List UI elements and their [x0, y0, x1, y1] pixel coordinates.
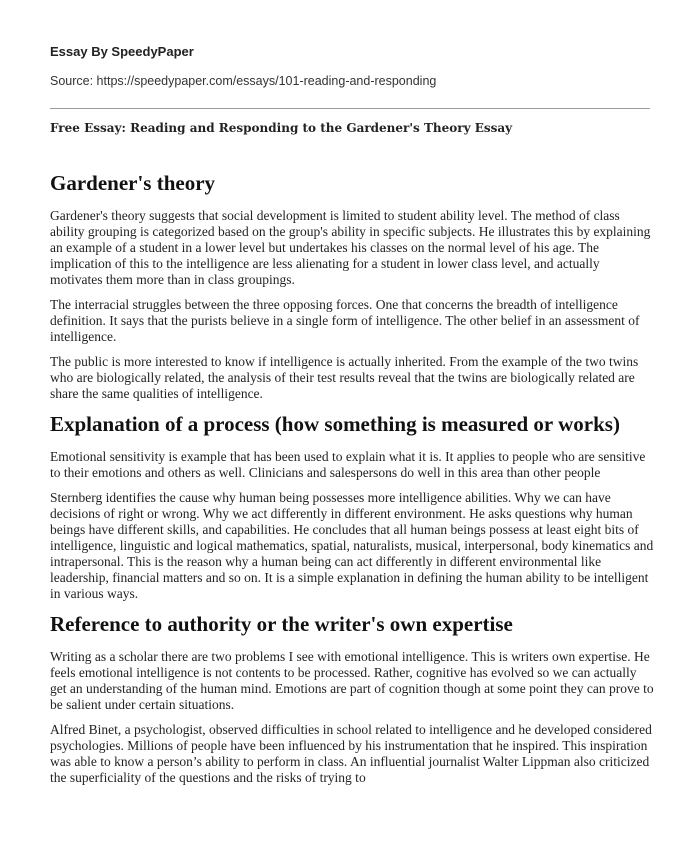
- paragraph: The interracial struggles between the three opposing forces. One that concerns the breadth of intelligence definition. It says that the purists believe in a single form of intelligence. The other belief in an assessment of intelligence.: [50, 297, 640, 344]
- brand-name: Essay By SpeedyPaper: [50, 44, 194, 59]
- paragraph: The public is more interested to know if intelligence is actually inherited. From the example of the two twins who are biologically related, the analysis of their test results reveal that the twins are biologically related are share the same qualities of intelligence.: [50, 354, 639, 401]
- header-divider: [50, 108, 650, 109]
- essay-title: Free Essay: Reading and Responding to the Gardener's Theory Essay: [50, 121, 513, 135]
- section-heading-explanation-of-process: Explanation of a process (how something is measured or works): [50, 412, 620, 436]
- paragraph: Emotional sensitivity is example that has been used to explain what it is. It applies to people who are sensitive to their emotions and others as well. Clinicians and salespersons do well in this area than other people: [50, 449, 646, 480]
- section-heading-reference-to-authority: Reference to authority or the writer's own expertise: [50, 612, 513, 636]
- paragraph: Sternberg identifies the cause why human being possesses more intelligence abilities. Why we can have decisions of right or wrong. Why we act differently in different environment. He asks questions why human beings have different skills, and capabilities. He concludes that all human beings possess at least eight bits of intelligence, linguistic and logical mathematics, spatial, naturalists, musical, interpersonal, body kinematics and intrapersonal. This is the reason why a human being can act differently in different environmental like leadership, financial matters and so on. It is a simple explanation in defining the human ability to be intelligent in various ways.: [50, 490, 654, 601]
- section-heading-gardeners-theory: Gardener's theory: [50, 171, 216, 195]
- paragraph: Alfred Binet, a psychologist, observed difficulties in school related to intelligence and he developed considered psychologies. Millions of people have been influenced by his instrumentation that he inspired. This inspiration was able to know a person’s ability to perform in class. An influential journalist Walter Lippman also criticized the superficiality of the questions and the risks of trying to: [50, 722, 652, 785]
- paragraph: Gardener's theory suggests that social development is limited to student ability level. The method of class ability grouping is categorized based on the group's ability in specific subjects. He illustrates this by explaining an example of a student in a lower level but undertakes his classes on the normal level of his age. The implication of this to the intelligence are less alienating for a student in lower class level, and actually motivates them more than in class groupings.: [50, 208, 651, 287]
- paragraph: Writing as a scholar there are two problems I see with emotional intelligence. This is writers own expertise. He feels emotional intelligence is not contents to be processed. Rather, cognitive has evolved so we can actually get an understanding of the human mind. Emotions are part of cognition though at some point they can prove to be salient under certain situations.: [50, 649, 654, 712]
- essay-body: [50, 170, 654, 795]
- source-url: Source: https://speedypaper.com/essays/101-reading-and-responding: [50, 74, 437, 88]
